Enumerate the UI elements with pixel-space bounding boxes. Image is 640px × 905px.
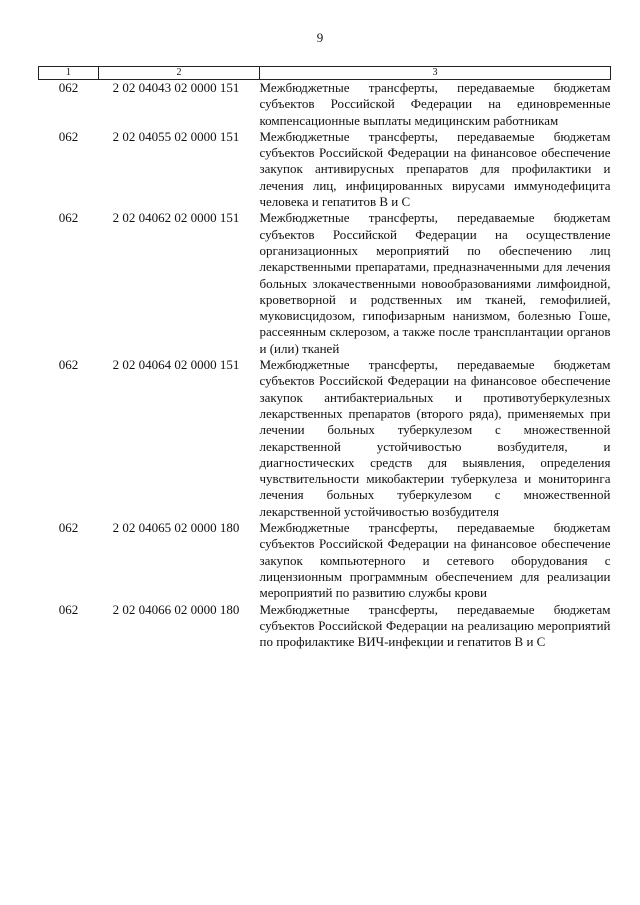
row-description: Межбюджетные трансферты, передаваемые бюджетам субъектов Российской Федерации на осуществление организационных мероприятий по обеспечению лиц лекарственными препаратами, предназначенными для лечения больных злокачественными новообразованиями лимфоидной, кроветворной и родственных им тканей, гемофилией, муковисцидозом, гипофизарным нанизмом, болезнью Гоше, рассеянным склерозом, а также после трансплантации органов и (или) тканей (259, 210, 611, 356)
row-description: Межбюджетные трансферты, передаваемые бюджетам субъектов Российской Федерации на единовременные компенсационные выплаты медицинским работникам (259, 80, 611, 128)
row-description: Межбюджетные трансферты, передаваемые бюджетам субъектов Российской Федерации на финансовое обеспечение закупок компьютерного и сетевого оборудования с лицензионным программным обеспечением для реализации мероприятий по развитию службы крови (259, 520, 611, 601)
budget-classification-table (38, 66, 611, 650)
table-header-row (39, 67, 611, 80)
admin-code: 062 (58, 80, 79, 95)
admin-code: 062 (58, 357, 79, 373)
admin-code: 062 (58, 520, 79, 536)
classification-code: 2 02 04064 02 0000 151 (112, 357, 240, 373)
classification-code: 2 02 04062 02 0000 151 (112, 210, 240, 226)
table-row (39, 520, 611, 601)
row-description: Межбюджетные трансферты, передаваемые бюджетам субъектов Российской Федерации на финансовое обеспечение закупок антибактериальных и противотуберкулезных лекарственных препаратов (второго ряда), применяемых при лечении больных туберкулезом с множественной лекарственной устойчивостью возбудителя, и диагностических средств для выявления, определения чувствительности микобактерии туберкулеза и мониторинга лечения больных туберкулезом с множественной лекарственной устойчивостью возбудителя (259, 357, 611, 519)
table-row (39, 210, 611, 357)
column-header-3: 3 (260, 67, 611, 80)
table-row (39, 602, 611, 651)
row-description: Межбюджетные трансферты, передаваемые бюджетам субъектов Российской Федерации на реализацию мероприятий по профилактике ВИЧ-инфекции и гепатитов В и С (259, 601, 611, 650)
table-row (39, 129, 611, 210)
admin-code: 062 (58, 210, 79, 226)
table-row (39, 357, 611, 520)
page-number: 9 (316, 30, 324, 45)
row-description: Межбюджетные трансферты, передаваемые бюджетам субъектов Российской Федерации на финансовое обеспечение закупок антивирусных препаратов для профилактики и лечения лиц, инфицированных вирусами иммунодефицита человека и гепатитов В и С (259, 128, 611, 210)
admin-code: 062 (58, 601, 79, 617)
column-header-1: 1 (39, 67, 99, 80)
column-header-2: 2 (99, 67, 260, 80)
classification-code: 2 02 04043 02 0000 151 (112, 80, 240, 95)
classification-code: 2 02 04055 02 0000 151 (112, 128, 240, 144)
classification-code: 2 02 04065 02 0000 180 (112, 520, 240, 536)
table-row (39, 80, 611, 129)
classification-code: 2 02 04066 02 0000 180 (112, 601, 240, 617)
admin-code: 062 (58, 128, 79, 144)
